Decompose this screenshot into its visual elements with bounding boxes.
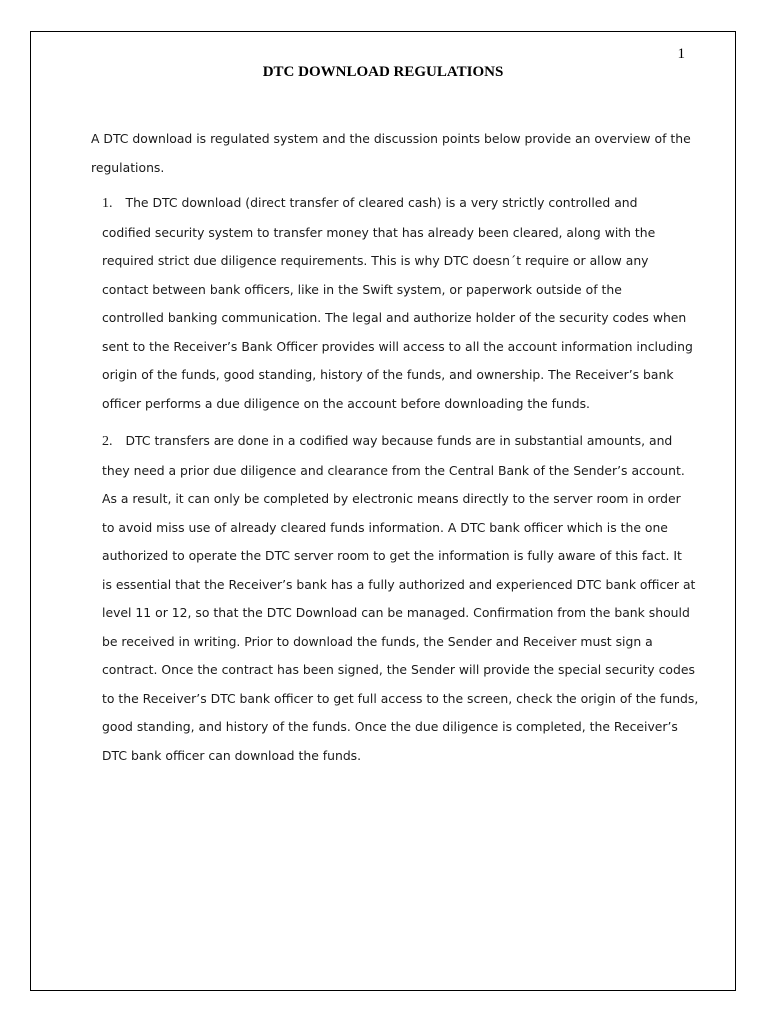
item-line <box>102 427 692 457</box>
page-number: 1 <box>677 46 685 62</box>
item-line: sent to the Receiver’s Bank Officer provides will access to all the account information including <box>102 338 693 354</box>
item-line: authorized to operate the DTC server room to get the information is fully aware of this fact. It <box>102 548 682 563</box>
item-line: contract. Once the contract has been signed, the Sender will provide the special security codes <box>102 662 695 677</box>
document-title: DTC DOWNLOAD REGULATIONS <box>262 64 504 80</box>
item-line: controlled banking communication. The legal and authorize holder of the security codes when <box>102 310 687 325</box>
item-line <box>102 189 692 219</box>
intro-line: A DTC download is regulated system and the discussion points below provide an overview of the <box>91 131 691 146</box>
item-line: to avoid miss use of already cleared funds information. A DTC bank officer which is the one <box>102 519 668 535</box>
item-line: contact between bank officers, like in the Swift system, or paperwork outside of the <box>102 281 622 297</box>
item-line: level 11 or 12, so that the DTC Download can be managed. Confirmation from the bank should <box>102 605 690 620</box>
list-item-2 <box>102 427 699 770</box>
item-line: is essential that the Receiver’s bank has a fully authorized and experienced DTC bank officer at <box>102 576 696 592</box>
intro-line: regulations. <box>91 159 165 175</box>
item-text: DTC transfers are done in a codified way because funds are in substantial amounts, and <box>125 433 673 448</box>
item-line: codified security system to transfer money that has already been cleared, along with the <box>102 224 656 240</box>
item-line: officer performs a due diligence on the account before downloading the funds. <box>102 395 590 411</box>
item-line: they need a prior due diligence and clearance from the Central Bank of the Sender’s account. <box>102 462 685 478</box>
intro-paragraph <box>91 125 691 182</box>
item-line: required strict due diligence requirements. This is why DTC doesn´t require or allow any <box>102 253 649 268</box>
item-number: 2. <box>102 434 113 449</box>
item-number: 1. <box>102 196 113 211</box>
item-line: origin of the funds, good standing, history of the funds, and ownership. The Receiver’s bank <box>102 367 674 382</box>
item-line: to the Receiver’s DTC bank officer to get full access to the screen, check the origin of the funds, <box>102 690 699 706</box>
item-line: be received in writing. Prior to download the funds, the Sender and Receiver must sign a <box>102 633 653 649</box>
item-line: As a result, it can only be completed by electronic means directly to the server room in order <box>102 491 681 506</box>
list-item-1 <box>102 189 692 418</box>
item-text: The DTC download (direct transfer of cleared cash) is a very strictly controlled and <box>125 195 638 210</box>
item-line: DTC bank officer can download the funds. <box>102 747 362 763</box>
document-page <box>30 31 736 991</box>
item-line: good standing, and history of the funds. Once the due diligence is completed, the Receiver’s <box>102 719 678 734</box>
